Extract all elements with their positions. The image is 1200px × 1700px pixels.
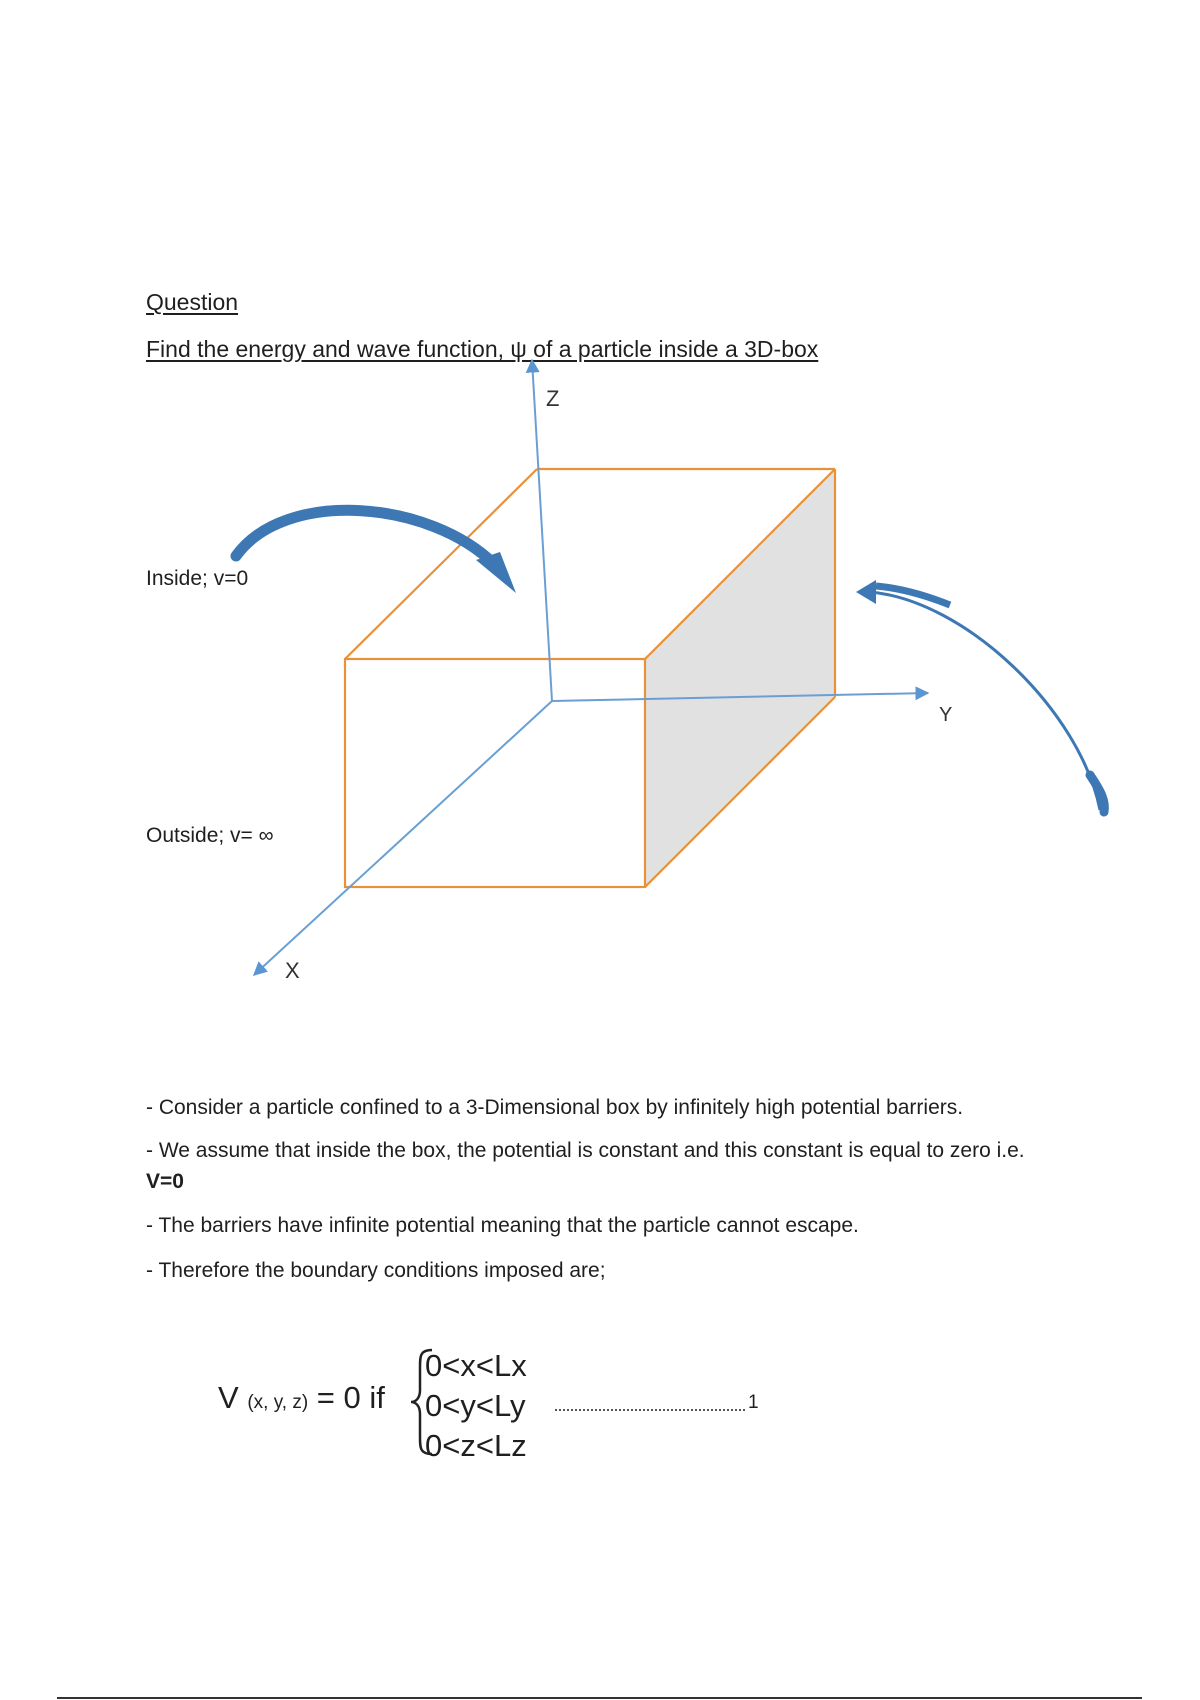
- x-axis: [254, 701, 552, 975]
- outside-label: Outside; v= ∞: [146, 824, 274, 847]
- bullet-4: - Therefore the boundary conditions imposed are;: [146, 1259, 606, 1282]
- y-axis-label: Y: [939, 704, 953, 726]
- outside-pointer-arrow: [856, 580, 1104, 812]
- bullet-3: - The barriers have infinite potential meaning that the particle cannot escape.: [146, 1214, 859, 1237]
- inside-label: Inside; v=0: [146, 567, 249, 590]
- x-axis-label: X: [285, 958, 300, 983]
- condition-x: 0<x<Lx: [425, 1348, 527, 1383]
- condition-z: 0<z<Lz: [425, 1428, 527, 1463]
- footer-rule: [57, 1697, 1142, 1699]
- condition-list: [425, 1346, 527, 1466]
- bullet-2-continuation: V=0: [146, 1170, 184, 1193]
- bullet-1: - Consider a particle confined to a 3-Dimensional box by infinitely high potential barriers.: [146, 1096, 964, 1119]
- equation-lhs: [218, 1380, 385, 1416]
- equation-symbol: V: [218, 1380, 239, 1415]
- condition-y: 0<y<Ly: [425, 1388, 526, 1423]
- box-right-face: [645, 469, 835, 887]
- bullet-2: - We assume that inside the box, the potential is constant and this constant is equal to zero i.e.: [146, 1139, 1025, 1162]
- equation-args: (x, y, z): [247, 1392, 309, 1413]
- inside-pointer-arrow: [236, 510, 516, 593]
- equation-leader-dots: [555, 1409, 745, 1411]
- equation-number: 1: [748, 1392, 759, 1413]
- equation-rhs: = 0 if: [316, 1380, 385, 1415]
- z-axis: [532, 360, 552, 701]
- question-text: Find the energy and wave function, ψ of a particle inside a 3D-box: [146, 336, 819, 362]
- section-title: Question: [146, 289, 239, 315]
- z-axis-label: Z: [546, 386, 560, 411]
